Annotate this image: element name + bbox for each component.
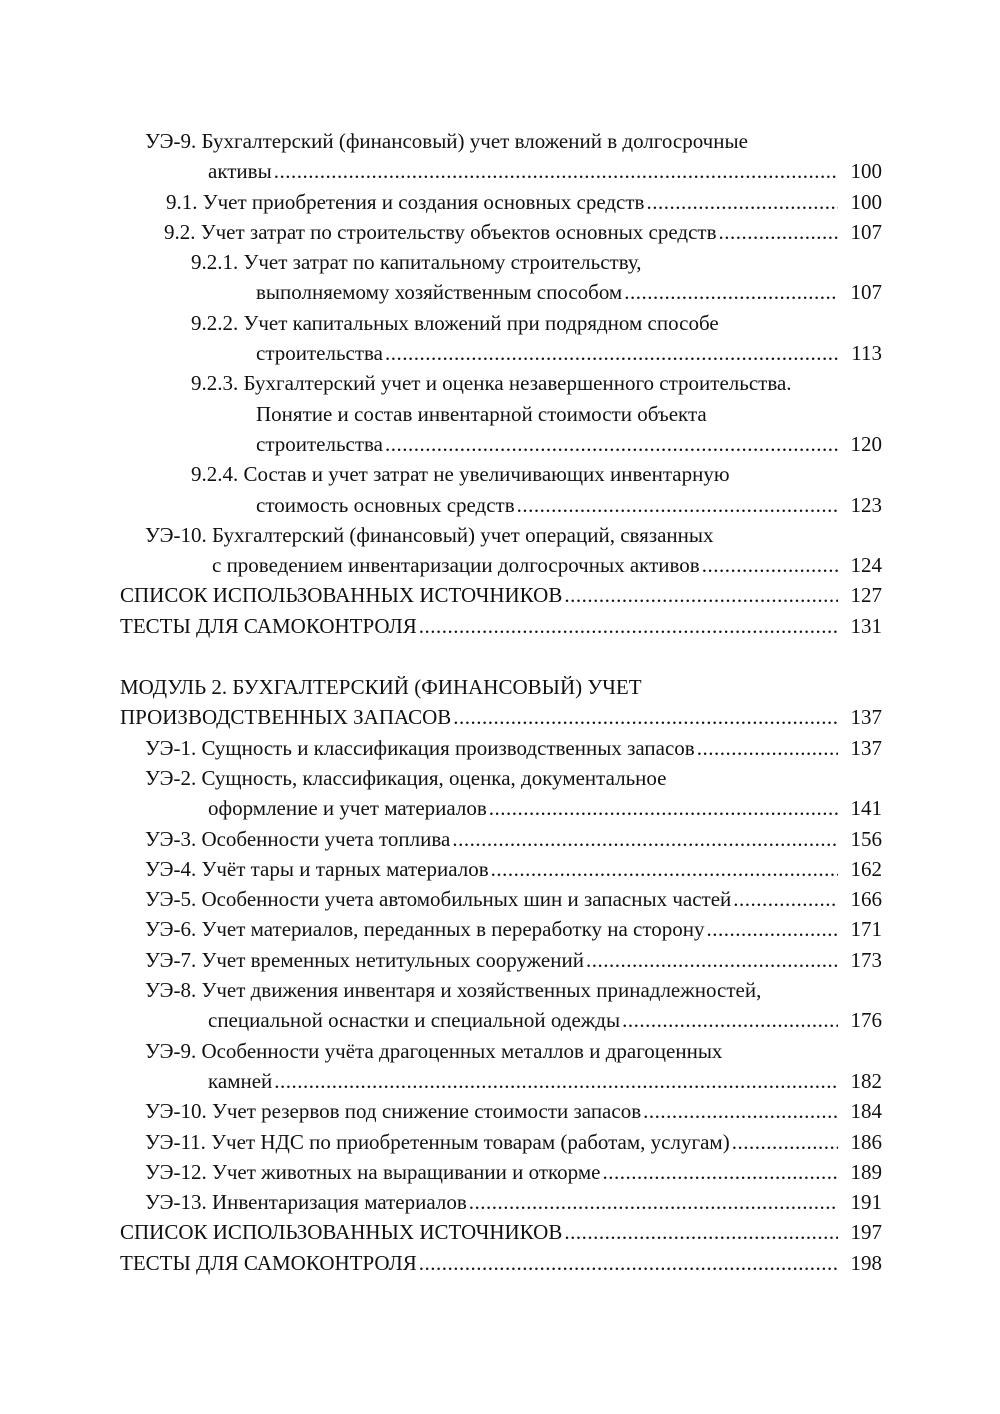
- toc-entry-title: УЭ-6. Учет материалов, переданных в переработку на сторону: [145, 917, 705, 942]
- toc-page-number: 113: [851, 341, 882, 366]
- dot-leader: [564, 1217, 838, 1247]
- toc-entry-title: СПИСОК ИСПОЛЬЗОВАННЫХ ИСТОЧНИКОВ: [120, 1220, 563, 1245]
- toc-entry-line: [0, 702, 1000, 732]
- dot-leader: [452, 824, 838, 854]
- toc-entry-title: выполняемому хозяйственным способом: [256, 280, 623, 305]
- toc-page-number: 182: [850, 1068, 882, 1093]
- toc-entry-title: оформление и учет материалов: [208, 796, 487, 821]
- toc-entry-line: [0, 1157, 1000, 1187]
- toc-entry-line: [0, 1096, 1000, 1126]
- toc-entry-title: 9.2.1. Учет затрат по капитальному строительству,: [191, 250, 642, 275]
- toc-entry-title: УЭ-7. Учет временных нетитульных сооружений: [145, 947, 584, 972]
- toc-entry-line: [0, 733, 1000, 763]
- toc-entry-line: [0, 1005, 1000, 1035]
- toc-entry-title: строительства: [256, 341, 384, 366]
- dot-leader: [732, 1127, 838, 1157]
- toc-entry-title: строительства: [256, 431, 384, 456]
- toc-page-number: 162: [850, 856, 882, 881]
- toc-entry-title: УЭ-1. Сущность и классификация производственных запасов: [145, 735, 695, 760]
- toc-entry-line: [0, 156, 1000, 186]
- toc-entry-line: [0, 429, 1000, 459]
- toc-page-number: 198: [850, 1250, 882, 1275]
- toc-entry-line: [0, 1217, 1000, 1247]
- toc-entry-title: Понятие и состав инвентарной стоимости объекта: [256, 401, 707, 426]
- toc-entry-line: [0, 1248, 1000, 1278]
- toc-page-number: 156: [850, 826, 882, 851]
- toc-page-number: 137: [850, 735, 882, 760]
- toc-entry-line: [0, 763, 1000, 793]
- toc-entry-line: [0, 914, 1000, 944]
- dot-leader: [491, 854, 838, 884]
- toc-entry-title: камней: [208, 1068, 273, 1093]
- toc-page-number: 171: [850, 917, 882, 942]
- toc-page-number: 137: [850, 705, 882, 730]
- toc-entry-title: УЭ-11. Учет НДС по приобретенным товарам (работам, услугам): [145, 1129, 730, 1154]
- toc-entry-title: 9.2.2. Учет капитальных вложений при подрядном способе: [191, 310, 719, 335]
- dot-leader: [602, 1157, 838, 1187]
- toc-entry-line: [0, 1036, 1000, 1066]
- toc-page-number: 197: [850, 1220, 882, 1245]
- toc-entry-line: [0, 338, 1000, 368]
- dot-leader: [646, 187, 838, 217]
- dot-leader: [419, 1248, 838, 1278]
- toc-page-number: 141: [850, 796, 882, 821]
- toc-entry-title: 9.2.4. Состав и учет затрат не увеличивающих инвентарную: [191, 462, 730, 487]
- toc-page-number: 184: [850, 1099, 882, 1124]
- dot-leader: [622, 1005, 838, 1035]
- dot-leader: [564, 580, 838, 610]
- dot-leader: [624, 277, 838, 307]
- dot-leader: [419, 611, 838, 641]
- toc-entry-line: [0, 975, 1000, 1005]
- toc-page-number: 173: [850, 947, 882, 972]
- toc-entry-line: [0, 1066, 1000, 1096]
- dot-leader: [274, 1066, 838, 1096]
- table-of-contents: [0, 126, 1000, 1278]
- toc-entry-line: [0, 854, 1000, 884]
- toc-entry-line: [0, 308, 1000, 338]
- toc-entry-line: [0, 520, 1000, 550]
- toc-entry-title: УЭ-10. Бухгалтерский (финансовый) учет операций, связанных: [145, 522, 714, 547]
- toc-entry-title: ТЕСТЫ ДЛЯ САМОКОНТРОЛЯ: [120, 1250, 417, 1275]
- dot-leader: [517, 490, 838, 520]
- dot-leader: [719, 217, 838, 247]
- toc-entry-line: [0, 247, 1000, 277]
- toc-entry-title: 9.2.3. Бухгалтерский учет и оценка незавершенного строительства.: [191, 371, 792, 396]
- toc-entry-line: [0, 459, 1000, 489]
- toc-entry-line: [0, 126, 1000, 156]
- toc-page-number: 127: [850, 583, 882, 608]
- dot-leader: [469, 1187, 838, 1217]
- dot-leader: [707, 914, 838, 944]
- toc-entry-title: УЭ-3. Особенности учета топлива: [145, 826, 451, 851]
- toc-entry-line: [0, 824, 1000, 854]
- dot-leader: [385, 338, 838, 368]
- dot-leader: [733, 884, 838, 914]
- toc-entry-title: УЭ-9. Особенности учёта драгоценных металлов и драгоценных: [145, 1038, 723, 1063]
- toc-entry-title: УЭ-13. Инвентаризация материалов: [145, 1190, 467, 1215]
- toc-entry-line: [0, 793, 1000, 823]
- toc-page-number: 100: [850, 189, 882, 214]
- dot-leader: [385, 429, 838, 459]
- toc-entry-line: [0, 490, 1000, 520]
- toc-page-number: 191: [850, 1190, 882, 1215]
- dot-leader: [453, 702, 838, 732]
- toc-entry-line: [0, 277, 1000, 307]
- toc-entry-title: ТЕСТЫ ДЛЯ САМОКОНТРОЛЯ: [120, 613, 417, 638]
- toc-entry-title: УЭ-5. Особенности учета автомобильных шин и запасных частей: [145, 887, 732, 912]
- dot-leader: [489, 793, 838, 823]
- toc-page-number: 176: [850, 1008, 882, 1033]
- toc-entry-line: [0, 884, 1000, 914]
- toc-entry-title: активы: [208, 159, 272, 184]
- toc-entry-title: УЭ-4. Учёт тары и тарных материалов: [145, 856, 489, 881]
- toc-entry-title: стоимость основных средств: [256, 492, 515, 517]
- toc-entry-line: [0, 368, 1000, 398]
- toc-entry-title: УЭ-8. Учет движения инвентаря и хозяйственных принадлежностей,: [145, 978, 762, 1003]
- toc-entry-line: [0, 611, 1000, 641]
- dot-leader: [274, 156, 838, 186]
- section-gap: [0, 641, 1000, 672]
- toc-entry-line: [0, 945, 1000, 975]
- dot-leader: [586, 945, 838, 975]
- toc-entry-title: УЭ-2. Сущность, классификация, оценка, документальное: [145, 765, 667, 790]
- toc-entry-line: [0, 1187, 1000, 1217]
- toc-entry-title: 9.2. Учет затрат по строительству объектов основных средств: [164, 219, 717, 244]
- toc-page-number: 107: [850, 280, 882, 305]
- toc-page-number: 100: [850, 159, 882, 184]
- dot-leader: [643, 1096, 838, 1126]
- toc-entry-title: с проведением инвентаризации долгосрочных активов: [212, 553, 700, 578]
- toc-entry-title: специальной оснастки и специальной одежды: [208, 1008, 621, 1033]
- toc-page-number: 186: [850, 1129, 882, 1154]
- toc-page-number: 120: [850, 431, 882, 456]
- toc-page-number: 166: [850, 887, 882, 912]
- toc-entry-line: [0, 550, 1000, 580]
- toc-page-number: 189: [850, 1159, 882, 1184]
- toc-entry-line: [0, 580, 1000, 610]
- toc-entry-line: [0, 187, 1000, 217]
- toc-entry-title: СПИСОК ИСПОЛЬЗОВАННЫХ ИСТОЧНИКОВ: [120, 583, 563, 608]
- toc-entry-title: МОДУЛЬ 2. БУХГАЛТЕРСКИЙ (ФИНАНСОВЫЙ) УЧЕТ: [120, 675, 642, 700]
- toc-entry-title: УЭ-10. Учет резервов под снижение стоимости запасов: [145, 1099, 642, 1124]
- toc-entry-line: [0, 1127, 1000, 1157]
- toc-page-number: 123: [850, 492, 882, 517]
- toc-entry-title: ПРОИЗВОДСТВЕННЫХ ЗАПАСОВ: [120, 705, 452, 730]
- dot-leader: [702, 550, 838, 580]
- dot-leader: [697, 733, 838, 763]
- toc-entry-line: [0, 399, 1000, 429]
- toc-entry-title: 9.1. Учет приобретения и создания основных средств: [166, 189, 645, 214]
- toc-entry-title: УЭ-9. Бухгалтерский (финансовый) учет вложений в долгосрочные: [145, 129, 748, 153]
- toc-page-number: 124: [850, 553, 882, 578]
- toc-entry-line: [0, 217, 1000, 247]
- toc-entry-line: [0, 672, 1000, 702]
- toc-page-number: 107: [850, 219, 882, 244]
- toc-entry-title: УЭ-12. Учет животных на выращивании и откорме: [145, 1159, 601, 1184]
- toc-page-number: 131: [850, 613, 882, 638]
